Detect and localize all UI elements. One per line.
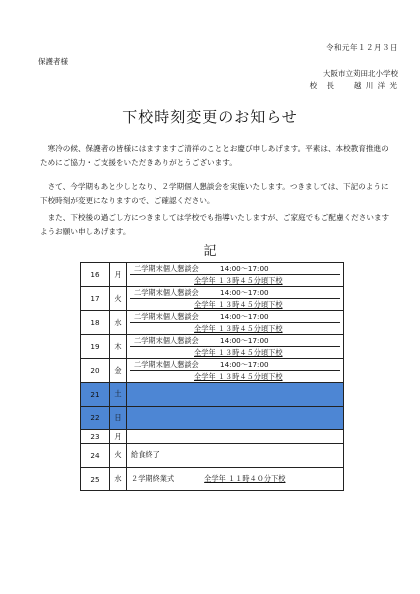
recipient: 保護者様 xyxy=(38,57,68,66)
schedule-table xyxy=(80,262,344,491)
weekday-cell: 水 xyxy=(110,311,127,335)
paragraph-greeting: 寒冷の候、保護者の皆様にはますますご清祥のこととお慶び申しあげます。平素は、本校教育推進のためにご協力・ご支援をいただきありがとうございます。 xyxy=(40,144,389,167)
event-title: 二学期末個人懇談会 xyxy=(134,359,199,369)
table-row xyxy=(81,430,344,444)
dismissal-time: 全学年 １３時４５分頃下校 xyxy=(194,324,283,333)
event-time: 14:00～17:00 xyxy=(220,335,269,345)
notice-date: 令和元年１２月３日 xyxy=(326,43,398,52)
event-title: ２学期終業式 xyxy=(131,474,175,484)
event-cell: 給食終了 xyxy=(127,444,344,468)
table-row xyxy=(81,467,344,491)
school-name: 大阪市立苅田北小学校 xyxy=(323,69,398,78)
weekday-cell: 土 xyxy=(110,383,127,407)
table-row xyxy=(81,287,344,311)
table-row xyxy=(81,359,344,383)
table-row xyxy=(81,444,344,468)
table-row xyxy=(81,263,344,287)
dismissal-time: 全学年 １３時４５分頃下校 xyxy=(194,300,283,309)
paragraph-request: また、下校後の過ごし方につきましては学校でも指導いたしますが、ご家庭でもご配慮くださいますようお願い申しあげます。 xyxy=(40,213,390,236)
event-title: 二学期末個人懇談会 xyxy=(134,287,199,297)
day-cell: 24 xyxy=(81,444,110,468)
table-row-weekend xyxy=(81,383,344,407)
weekday-cell: 月 xyxy=(110,263,127,287)
day-cell: 25 xyxy=(81,467,110,491)
event-cell xyxy=(127,430,344,444)
weekday-cell: 火 xyxy=(110,287,127,311)
event-cell xyxy=(127,263,344,287)
event-time: 14:00～17:00 xyxy=(220,263,269,273)
event-cell xyxy=(127,467,344,491)
event-title: 二学期末個人懇談会 xyxy=(134,335,199,345)
table-row xyxy=(81,335,344,359)
weekday-cell: 金 xyxy=(110,359,127,383)
day-cell: 19 xyxy=(81,335,110,359)
weekday-cell: 月 xyxy=(110,430,127,444)
event-title: 二学期末個人懇談会 xyxy=(134,263,199,273)
table-row-weekend xyxy=(81,406,344,430)
event-time: 14:00～17:00 xyxy=(220,311,269,321)
table-row xyxy=(81,311,344,335)
day-cell: 21 xyxy=(81,383,110,407)
dismissal-time: 全学年 １３時４５分頃下校 xyxy=(194,372,283,381)
event-cell xyxy=(127,383,344,407)
principal-title: 校 長 xyxy=(309,81,336,90)
event-time: 14:00～17:00 xyxy=(220,359,269,369)
principal-name: 越 川 洋 光 xyxy=(353,81,398,90)
day-cell: 22 xyxy=(81,406,110,430)
day-cell: 18 xyxy=(81,311,110,335)
dismissal-time: 全学年 １３時４５分頃下校 xyxy=(194,276,283,285)
weekday-cell: 日 xyxy=(110,406,127,430)
event-cell xyxy=(127,335,344,359)
weekday-cell: 木 xyxy=(110,335,127,359)
event-cell xyxy=(127,287,344,311)
weekday-cell: 水 xyxy=(110,467,127,491)
event-cell xyxy=(127,406,344,430)
event-time: 14:00～17:00 xyxy=(220,287,269,297)
day-cell: 17 xyxy=(81,287,110,311)
ki-heading: 記 xyxy=(203,244,217,259)
principal-line xyxy=(310,80,398,91)
event-title: 二学期末個人懇談会 xyxy=(134,311,199,321)
dismissal-time: 全学年 １１時４０分下校 xyxy=(204,474,286,484)
dismissal-time: 全学年 １３時４５分頃下校 xyxy=(194,348,283,357)
paragraph-notice: さて、今学期もあと少しとなり、２学期個人懇談会を実施いたします。つきましては、下記のように下校時刻が変更になりますので、ご確認ください。 xyxy=(40,182,389,205)
day-cell: 23 xyxy=(81,430,110,444)
day-cell: 16 xyxy=(81,263,110,287)
weekday-cell: 火 xyxy=(110,444,127,468)
day-cell: 20 xyxy=(81,359,110,383)
page-title: 下校時刻変更のお知らせ xyxy=(122,108,298,126)
event-cell xyxy=(127,359,344,383)
event-cell xyxy=(127,311,344,335)
